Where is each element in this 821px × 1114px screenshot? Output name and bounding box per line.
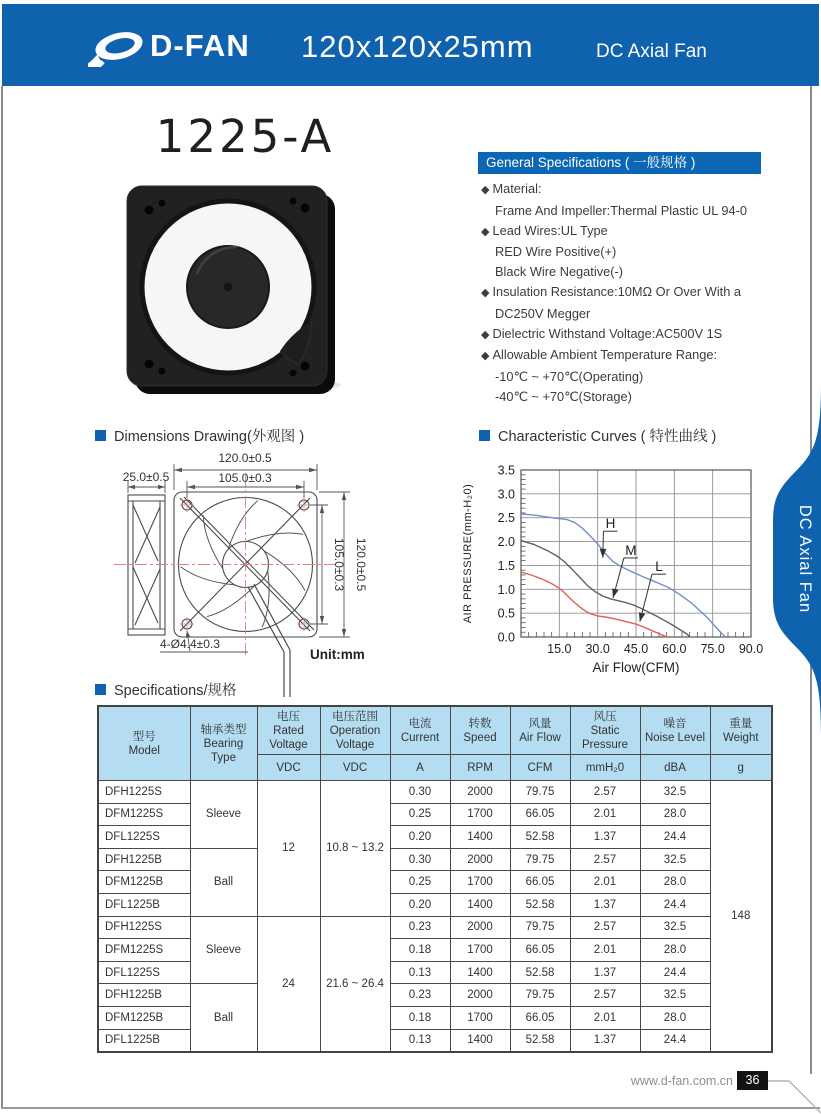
cell-static-pressure: 1.37 (570, 961, 640, 984)
svg-text:120.0±0.5: 120.0±0.5 (354, 537, 368, 592)
unit-vdc: VDC (320, 755, 390, 781)
unit-mmh2o: mmH₂0 (570, 755, 640, 781)
cell-static-pressure: 2.57 (570, 916, 640, 939)
cell-static-pressure: 1.37 (570, 1029, 640, 1052)
cell-airflow: 79.75 (510, 916, 570, 939)
cell-noise-level: 28.0 (640, 803, 710, 826)
curve-label-H: H (605, 516, 616, 532)
diamond-bullet-icon: ◆ (481, 184, 490, 196)
y-tick-label: 3.0 (497, 487, 515, 502)
curve-M (521, 541, 690, 637)
cell-airflow: 79.75 (510, 848, 570, 871)
cell-model: DFH1225B (98, 984, 190, 1007)
general-spec-item: Black Wire Negative(-) (495, 264, 623, 280)
col-header-pressure: 风压 Static Pressure (570, 706, 640, 755)
cell-airflow: 52.58 (510, 893, 570, 916)
cell-model: DFH1225S (98, 781, 190, 804)
cell-model: DFL1225S (98, 826, 190, 849)
cell-speed: 1700 (450, 1006, 510, 1029)
side-tab-label: DC Axial Fan (796, 504, 814, 614)
cell-airflow: 52.58 (510, 1029, 570, 1052)
cell-model: DFM1225B (98, 871, 190, 894)
brand (88, 25, 250, 67)
col-header-speed: 转数 Speed (450, 706, 510, 755)
col-header-rated-voltage: 电压 Rated Voltage (257, 706, 320, 755)
x-tick-label: 75.0 (700, 642, 725, 656)
cell-static-pressure: 2.57 (570, 848, 640, 871)
unit-a: A (390, 755, 450, 781)
cell-noise-level: 24.4 (640, 826, 710, 849)
cell-bearing-type: Ball (190, 848, 257, 916)
diamond-bullet-icon: ◆ (481, 286, 490, 299)
cell-airflow: 66.05 (510, 1006, 570, 1029)
general-spec-item: ◆ Insulation Resistance:10MΩ Or Over With a (481, 283, 742, 299)
curve-H (521, 514, 725, 637)
diamond-bullet-icon: ◆ (481, 225, 490, 238)
cell-speed: 1400 (450, 1029, 510, 1052)
cell-static-pressure: 2.01 (570, 939, 640, 962)
cell-noise-level: 32.5 (640, 916, 710, 939)
unit-dba: dBA (640, 755, 710, 781)
cell-current: 0.30 (390, 781, 450, 804)
cell-speed: 1700 (450, 803, 510, 826)
svg-text:120.0±0.5: 120.0±0.5 (218, 451, 272, 465)
cell-current: 0.20 (390, 826, 450, 849)
cell-speed: 2000 (450, 916, 510, 939)
spec-table-body (98, 781, 772, 1053)
col-header-noise: 噪音 Noise Level (640, 706, 710, 755)
cell-rated-voltage: 24 (257, 916, 320, 1052)
cell-noise-level: 32.5 (640, 984, 710, 1007)
col-header-airflow: 风量 Air Flow (510, 706, 570, 755)
page-border-bottom (1, 1107, 820, 1109)
section-title-curves (479, 425, 716, 446)
side-tab (770, 383, 821, 735)
cell-static-pressure: 1.37 (570, 826, 640, 849)
col-header-model: 型号 Model (98, 706, 190, 781)
section-bullet-icon (479, 430, 490, 441)
y-tick-label: 1.5 (497, 558, 515, 573)
unit-rpm: RPM (450, 755, 510, 781)
cell-weight: 148 (710, 781, 772, 1053)
cell-current: 0.25 (390, 803, 450, 826)
cell-bearing-type: Sleeve (190, 916, 257, 984)
specifications-title-text: Specifications/规格 (114, 683, 237, 699)
cell-model: DFM1225S (98, 803, 190, 826)
y-tick-label: 1.0 (497, 582, 515, 597)
cell-static-pressure: 1.37 (570, 893, 640, 916)
brand-logo-icon (88, 25, 146, 67)
cell-rated-voltage: 12 (257, 781, 320, 917)
cell-current: 0.23 (390, 984, 450, 1007)
cell-airflow: 52.58 (510, 961, 570, 984)
x-tick-label: 90.0 (738, 642, 764, 656)
cell-noise-level: 24.4 (640, 961, 710, 984)
y-tick-label: 2.0 (497, 535, 515, 550)
diamond-bullet-icon: ◆ (481, 328, 490, 341)
unit-vdc: VDC (257, 755, 320, 781)
cell-model: DFL1225B (98, 893, 190, 916)
general-specs-title-bar: General Specifications ( 一般规格 ) (478, 152, 761, 174)
cell-model: DFH1225B (98, 848, 190, 871)
y-tick-label: 0.0 (497, 630, 515, 645)
cell-bearing-type: Ball (190, 984, 257, 1052)
cell-current: 0.18 (390, 1006, 450, 1029)
cell-speed: 1700 (450, 939, 510, 962)
dimensions-drawing (98, 447, 450, 699)
cell-noise-level: 32.5 (640, 781, 710, 804)
cell-airflow: 66.05 (510, 803, 570, 826)
y-axis-title: AIR PRESSURE(mm-H₂0) (462, 483, 474, 624)
general-spec-item: ◆ Material: (481, 181, 542, 196)
cell-model: DFM1225S (98, 939, 190, 962)
x-axis-title: Air Flow(CFM) (592, 660, 680, 675)
footer-corner-line (768, 1076, 821, 1114)
col-header-current: 电流 Current (390, 706, 450, 755)
cell-noise-level: 28.0 (640, 939, 710, 962)
cell-model: DFH1225S (98, 916, 190, 939)
col-header-bearing: 轴承类型 Bearing Type (190, 706, 257, 781)
spec-table (97, 705, 773, 1053)
spec-table-row (98, 984, 772, 1007)
general-spec-item: -10℃ ~ +70℃(Operating) (495, 369, 644, 385)
diamond-bullet-icon: ◆ (481, 350, 490, 363)
unit-label: Unit:mm (310, 647, 365, 662)
cell-model: DFM1225B (98, 1006, 190, 1029)
product-model-title: 1225-A (155, 110, 335, 163)
y-tick-label: 2.5 (497, 511, 515, 526)
y-tick-label: 3.5 (497, 463, 515, 478)
cell-model: DFL1225B (98, 1029, 190, 1052)
cell-current: 0.18 (390, 939, 450, 962)
cell-static-pressure: 2.01 (570, 803, 640, 826)
spec-table-row (98, 848, 772, 871)
general-spec-item: ◆ Allowable Ambient Temperature Range: (481, 347, 718, 363)
cell-airflow: 79.75 (510, 781, 570, 804)
cell-speed: 1400 (450, 893, 510, 916)
cell-static-pressure: 2.57 (570, 781, 640, 804)
brand-name: D-FAN (150, 28, 250, 63)
cell-speed: 2000 (450, 781, 510, 804)
cell-current: 0.30 (390, 848, 450, 871)
general-spec-item: Frame And Impeller:Thermal Plastic UL 94-0 (495, 202, 748, 218)
cell-airflow: 66.05 (510, 939, 570, 962)
header-product-type: DC Axial Fan (596, 41, 707, 62)
fan-photo (105, 178, 360, 403)
cell-operation-voltage: 21.6 ~ 26.4 (320, 916, 390, 1052)
svg-text:4-Ø4.4±0.3: 4-Ø4.4±0.3 (160, 637, 220, 651)
cell-noise-level: 28.0 (640, 871, 710, 894)
cell-speed: 1400 (450, 961, 510, 984)
svg-text:105.0±0.3: 105.0±0.3 (332, 537, 346, 592)
page-border-left (1, 86, 3, 1108)
dimensions-title-text: Dimensions Drawing(外观图 ) (114, 429, 305, 445)
general-spec-item: RED Wire Positive(+) (495, 244, 617, 260)
characteristic-curves-chart (458, 450, 768, 687)
x-tick-label: 60.0 (662, 642, 687, 656)
cell-current: 0.25 (390, 871, 450, 894)
cell-model: DFL1225S (98, 961, 190, 984)
svg-text:105.0±0.3: 105.0±0.3 (218, 471, 272, 485)
cell-current: 0.13 (390, 1029, 450, 1052)
unit-g: g (710, 755, 772, 781)
cell-noise-level: 32.5 (640, 848, 710, 871)
col-header-weight: 重量 Weight (710, 706, 772, 755)
x-tick-label: 45.0 (623, 642, 649, 656)
cell-current: 0.13 (390, 961, 450, 984)
cell-bearing-type: Sleeve (190, 781, 257, 849)
centerlines (114, 475, 336, 657)
section-bullet-icon (95, 430, 106, 441)
x-tick-label: 30.0 (585, 642, 610, 656)
cell-static-pressure: 2.01 (570, 1006, 640, 1029)
unit-cfm: CFM (510, 755, 570, 781)
section-title-dimensions (95, 425, 304, 446)
spec-table-row (98, 916, 772, 939)
cell-current: 0.23 (390, 916, 450, 939)
cell-static-pressure: 2.57 (570, 984, 640, 1007)
footer-site-url: www.d-fan.com.cn (630, 1074, 733, 1088)
general-specs-list (481, 179, 791, 407)
general-spec-item: ◆ Dielectric Withstand Voltage:AC500V 1S (481, 325, 723, 341)
spec-table-row (98, 781, 772, 804)
header-size-text: 120x120x25mm (301, 29, 534, 64)
curve-label-M: M (625, 542, 637, 558)
general-spec-item: -40℃ ~ +70℃(Storage) (495, 388, 632, 404)
cell-current: 0.20 (390, 893, 450, 916)
cell-noise-level: 24.4 (640, 1029, 710, 1052)
cell-operation-voltage: 10.8 ~ 13.2 (320, 781, 390, 917)
cell-static-pressure: 2.01 (570, 871, 640, 894)
cell-noise-level: 24.4 (640, 893, 710, 916)
cell-noise-level: 28.0 (640, 1006, 710, 1029)
cell-speed: 2000 (450, 984, 510, 1007)
impeller-blade-arcs (181, 501, 305, 628)
general-spec-item: ◆ Lead Wires:UL Type (481, 222, 608, 238)
cell-airflow: 66.05 (510, 871, 570, 894)
curves-title-text: Characteristic Curves ( 特性曲线 ) (498, 429, 717, 445)
curve-label-L: L (655, 559, 663, 575)
header-bar (2, 4, 819, 86)
spec-table-header (98, 706, 772, 781)
general-spec-item: DC250V Megger (495, 305, 591, 321)
cell-speed: 1400 (450, 826, 510, 849)
x-tick-label: 15.0 (547, 642, 572, 656)
page-number-badge: 36 (737, 1071, 768, 1090)
col-header-operation-voltage: 电压范围 Operation Voltage (320, 706, 390, 755)
cell-airflow: 79.75 (510, 984, 570, 1007)
cell-speed: 1700 (450, 871, 510, 894)
cell-airflow: 52.58 (510, 826, 570, 849)
curve-L (521, 572, 667, 637)
y-tick-label: 0.5 (497, 606, 515, 621)
svg-text:25.0±0.5: 25.0±0.5 (122, 470, 170, 484)
cell-speed: 2000 (450, 848, 510, 871)
